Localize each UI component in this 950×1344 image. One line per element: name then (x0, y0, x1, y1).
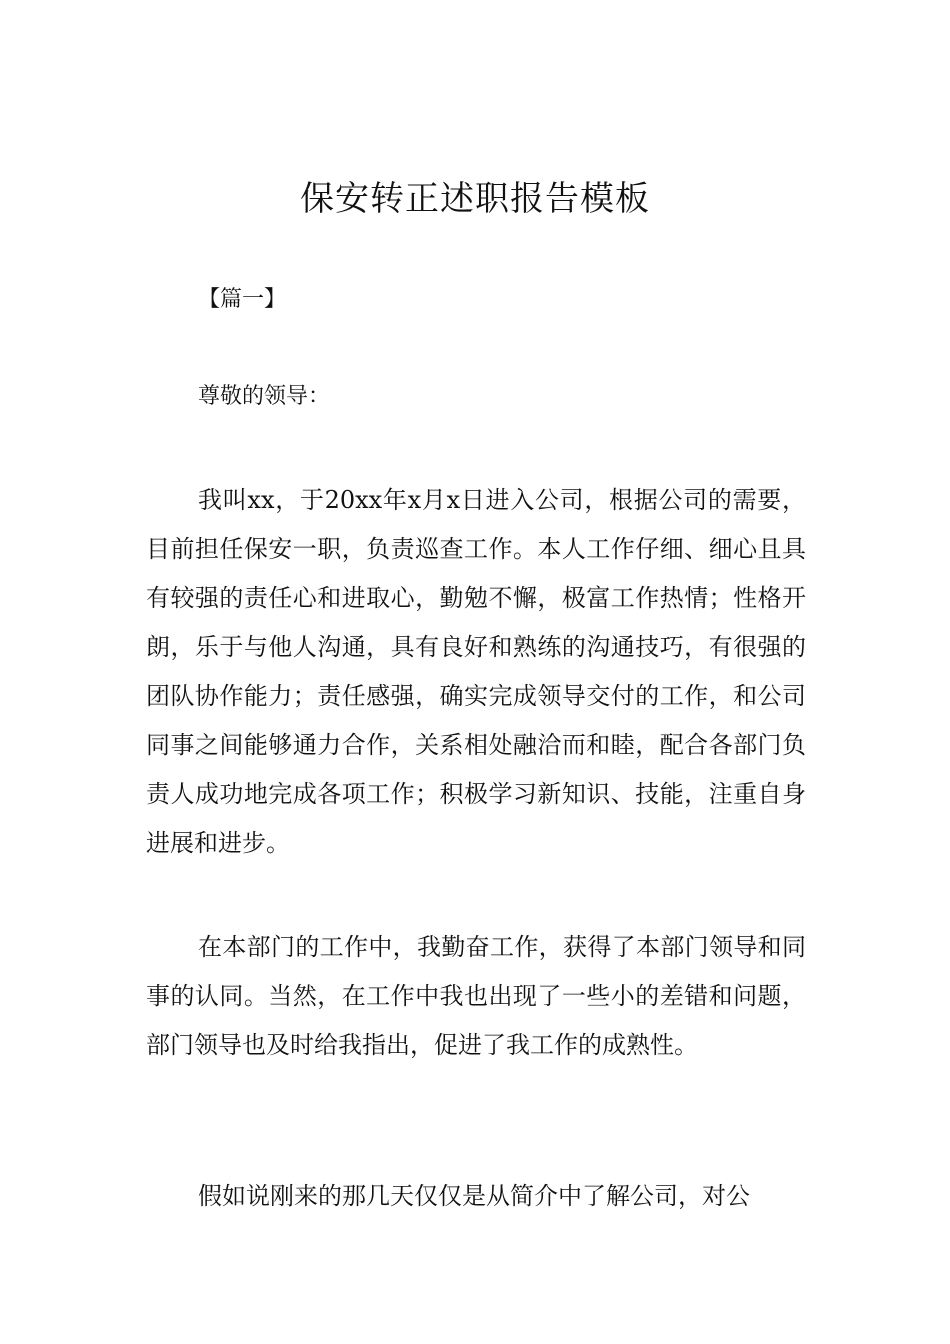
document-title: 保安转正述职报告模板 (300, 179, 650, 219)
body-paragraph: 我叫xx，于20xx年x月x日进入公司，根据公司的需要，目前担任保安一职，负责巡查工作。本人工作仔细、细心且具有较强的责任心和进取心，勤勉不懈，极富工作热情；性格开朗，乐于与他人沟通，具有良好和熟练的沟通技巧，有很强的团队协作能力；责任感强，确实完成领导交付的工作，和公司同事之间能够通力合作，关系相处融洽而和睦，配合各部门负责人成功地完成各项工作；积极学习新知识、技能，注重自身进展和进步。 (146, 486, 806, 857)
body-paragraph: 在本部门的工作中，我勤奋工作，获得了本部门领导和同事的认同。当然，在工作中我也出现了一些小的差错和问题，部门领导也及时给我指出，促进了我工作的成熟性。 (146, 933, 806, 1059)
body-paragraph: 假如说刚来的那几天仅仅是从简介中了解公司，对公 (198, 1182, 750, 1210)
salutation: 尊敬的领导： (198, 384, 331, 409)
section-label: 【篇一】 (198, 287, 287, 312)
